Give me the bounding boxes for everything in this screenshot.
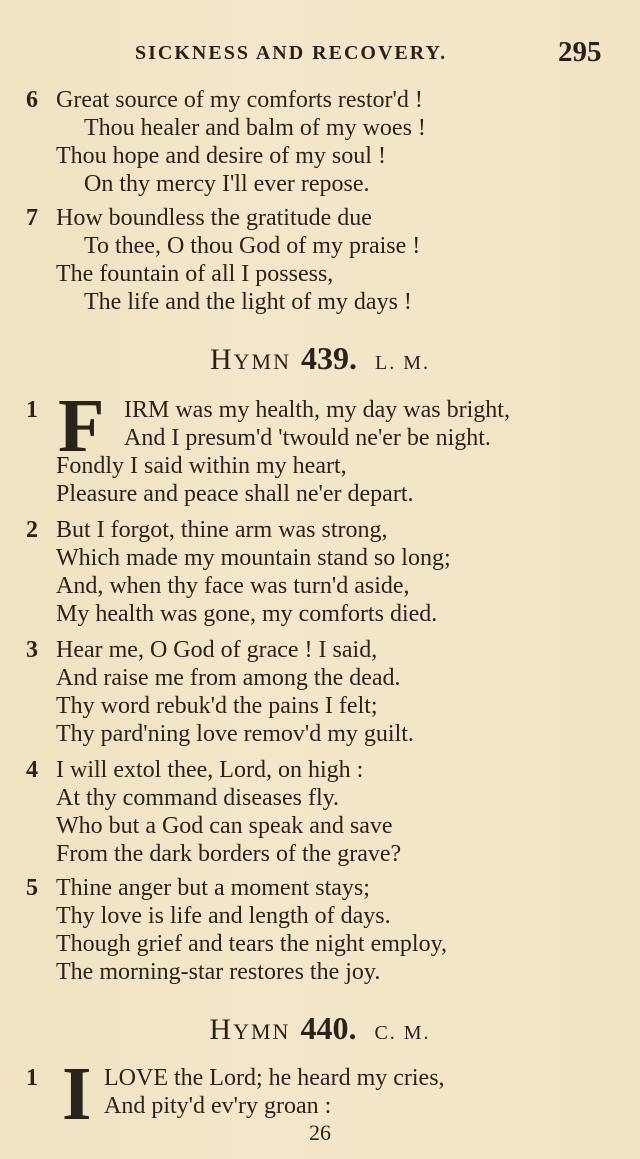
verse-line: The life and the light of my days ! [84, 289, 412, 315]
verse-line: And raise me from among the dead. [56, 665, 401, 691]
hymn-number: 440. [300, 1010, 357, 1046]
verse-line: And, when thy face was turn'd aside, [56, 573, 410, 599]
verse-line: Thy pard'ning love remov'd my guilt. [56, 721, 414, 747]
hymn-meter: L. M. [375, 352, 430, 374]
stanza-number: 1 [26, 1065, 38, 1091]
verse-line: My health was gone, my comforts died. [56, 601, 438, 627]
stanza-number: 4 [26, 757, 38, 783]
hymn-440-heading [0, 1010, 640, 1047]
verse-line: From the dark borders of the grave? [56, 841, 402, 867]
hymn-439-heading [0, 340, 640, 377]
verse-line: Thou hope and desire of my soul ! [56, 143, 386, 169]
verse-line: And I presum'd 'twould ne'er be night. [124, 425, 491, 451]
verse-line: On thy mercy I'll ever repose. [84, 171, 370, 197]
verse-line: To thee, O thou God of my praise ! [84, 233, 421, 259]
page-number: 295 [558, 36, 602, 68]
verse-line: Hear me, O God of grace ! I said, [56, 637, 378, 663]
drop-cap: I [62, 1052, 92, 1136]
verse-line: But I forgot, thine arm was strong, [56, 517, 388, 543]
verse-line: Which made my mountain stand so long; [56, 545, 451, 571]
verse-line: At thy command diseases fly. [56, 785, 340, 811]
stanza-number: 1 [26, 397, 38, 423]
verse-line: IRM was my health, my day was bright, [124, 397, 510, 423]
stanza-number: 3 [26, 637, 38, 663]
verse-line: The fountain of all I possess, [56, 261, 334, 287]
verse-line: How boundless the gratitude due [56, 205, 372, 231]
verse-line: And pity'd ev'ry groan : [104, 1093, 332, 1119]
stanza-number: 7 [26, 205, 38, 231]
stanza-number: 5 [26, 875, 38, 901]
verse-line: Thy love is life and length of days. [56, 903, 391, 929]
stanza-number: 2 [26, 517, 38, 543]
hymn-word-rest: YMN [233, 349, 291, 374]
verse-line: Who but a God can speak and save [56, 813, 393, 839]
drop-cap: F [58, 384, 105, 468]
hymn-number: 439. [301, 340, 357, 376]
stanza-number: 6 [26, 87, 38, 113]
running-title: SICKNESS AND RECOVERY. [135, 42, 448, 64]
verse-line: Great source of my comforts restor'd ! [56, 87, 423, 113]
hymn-word-rest: YMN [233, 1019, 291, 1044]
verse-line: LOVE the Lord; he heard my cries, [104, 1065, 445, 1091]
verse-line: Thou healer and balm of my woes ! [84, 115, 426, 141]
verse-line: Though grief and tears the night employ, [56, 931, 448, 957]
verse-line: Fondly I said within my heart, [56, 453, 347, 479]
hymn-word: HYMN [209, 343, 291, 376]
verse-line: Thy word rebuk'd the pains I felt; [56, 693, 378, 719]
verse-line: Pleasure and peace shall ne'er depart. [56, 481, 414, 507]
verse-line: Thine anger but a moment stays; [56, 875, 370, 901]
verse-line: I will extol thee, Lord, on high : [56, 757, 364, 783]
verse-line: The morning-star restores the joy. [56, 959, 381, 985]
signature-mark: 26 [309, 1120, 331, 1145]
page-header [0, 36, 640, 70]
hymn-word: HYMN [209, 1013, 291, 1046]
hymn-meter: C. M. [374, 1022, 431, 1044]
